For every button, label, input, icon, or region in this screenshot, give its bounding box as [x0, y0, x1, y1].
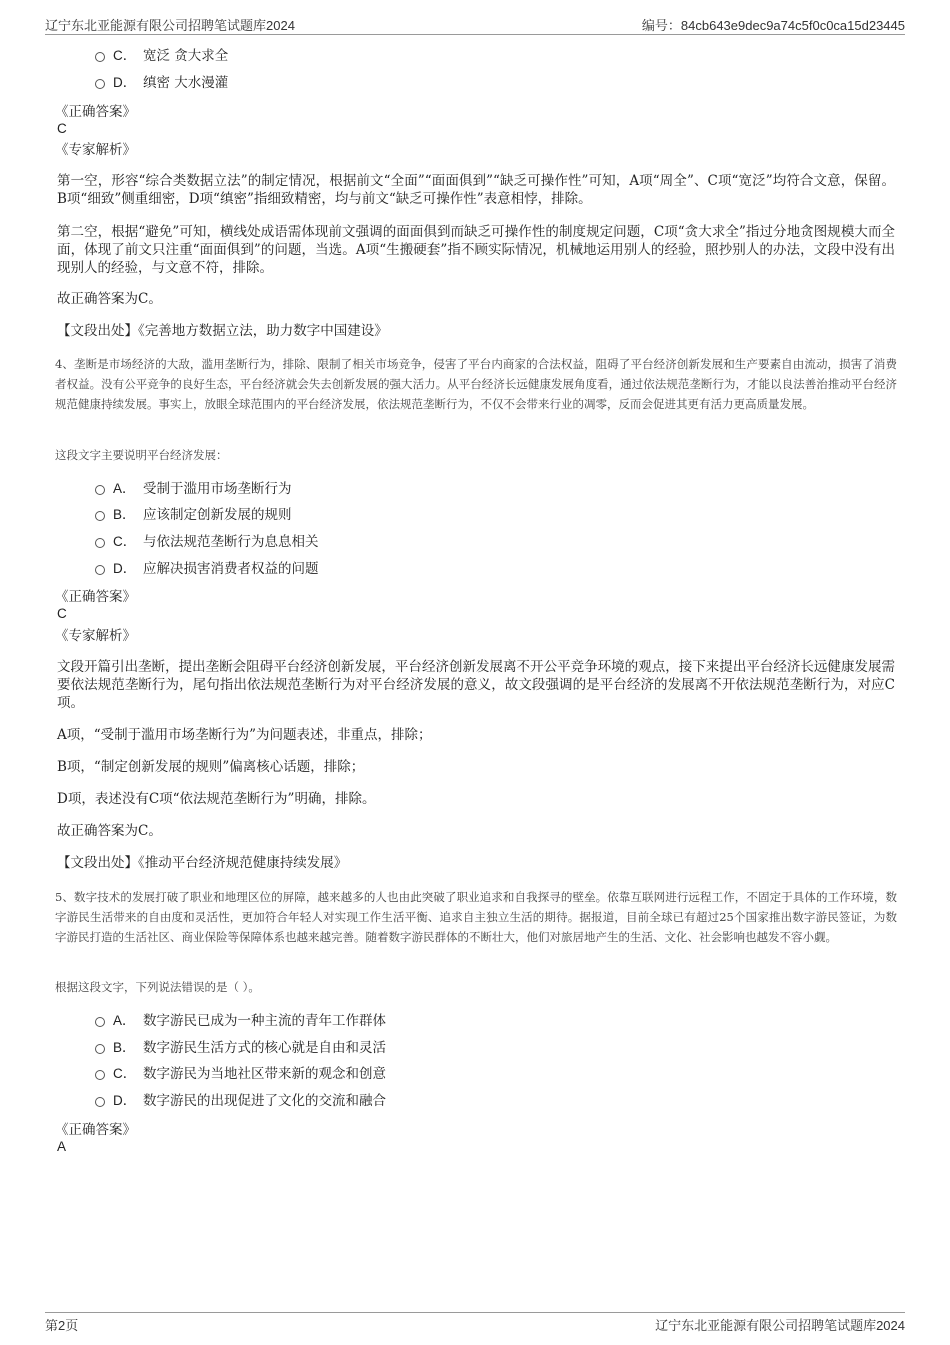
q4-analysis-p5: 故正确答案为C。	[57, 823, 162, 839]
q4-source: 【文段出处】《推动平台经济规范健康持续发展》	[57, 855, 348, 871]
q4-text: 4、垄断是市场经济的大敌，滥用垄断行为，排除、限制了相关市场竞争，侵害了平台内商家的合法权益，阻碍了平台经济创新发展和生产要素自由流动，损害了消费者权益。没有公平竞争的良好生态，平台经济就会失去创新发展的强大活力。从平台经济长远健康发展角度看，通过依法规范垄断行为，才能以良法善治推动平台经济规范健康持续发展。事实上，放眼全球范围内的平台经济发展，依法规范垄断行为，不仅不会带来行业的凋零，反而会促进其更有活力更高质量发展。	[55, 357, 897, 411]
q4-analysis-p4: D项，表述没有C项“依法规范垄断行为”明确，排除。	[57, 791, 376, 807]
q4-analysis-label: 《专家解析》	[55, 628, 136, 644]
q3-option-d[interactable]: D． 缜密 大水漫灌	[95, 74, 228, 92]
q3-analysis-p1: 第一空，形容“综合类数据立法”的制定情况，根据前文“全面”“面面俱到”“缺乏可操作性”可知，A项“周全”、C项“宽泛”均符合文意，保留。B项“细致”侧重细密，D项“缜密”指细致精密，均与前文“缺乏可操作性”表意相悖，排除。	[57, 173, 895, 207]
q4-analysis-p2: A项，“受制于滥用市场垄断行为”为问题表述，非重点，排除；	[57, 727, 432, 743]
q5-text: 5、数字技术的发展打破了职业和地理区位的屏障，越来越多的人也由此突破了职业追求和自我探寻的壁垒。依靠互联网进行远程工作，不固定于具体的工作环境，数字游民生活带来的自由度和灵活性，更加符合年轻人对实现工作生活平衡、追求自主独立生活的期待。据报道，目前全球已有超过25个国家推出数字游民签证，为数字游民打造的生活社区、商业保险等保障体系也越来越完善。随着数字游民群体的不断壮大，他们对旅居地产生的生活、文化、社会影响也越发不容小觑。	[55, 890, 897, 944]
q5-option-d[interactable]: D． 数字游民的出现促进了文化的交流和融合	[95, 1092, 386, 1110]
header-title: 辽宁东北亚能源有限公司招聘笔试题库2024	[45, 18, 295, 33]
q5-answer-label: 《正确答案》	[55, 1122, 136, 1138]
radio-icon[interactable]	[95, 1097, 105, 1107]
q4-analysis-p3: B项，“制定创新发展的规则”偏离核心话题，排除；	[57, 759, 365, 775]
q4-option-a[interactable]: A． 受制于滥用市场垄断行为	[95, 480, 292, 498]
q3-analysis-p2: 第二空，根据“避免”可知，横线处成语需体现前文强调的面面俱到而缺乏可操作性的制度规定问题，C项“贪大求全”指过分地贪图规模大而全面，体现了前文只注重“面面俱到”的问题，当选。A项“生搬硬套”指不顾实际情况，机械地运用别人的经验，照抄别人的办法，文段中没有出现别人的经验，与文意不符，排除。	[57, 224, 895, 276]
q3-answer-label: 《正确答案》	[55, 104, 136, 120]
q5-option-b[interactable]: B． 数字游民生活方式的核心就是自由和灵活	[95, 1039, 386, 1057]
radio-icon[interactable]	[95, 538, 105, 548]
page-footer	[45, 1312, 905, 1333]
q3-analysis-label: 《专家解析》	[55, 142, 136, 158]
radio-icon[interactable]	[95, 52, 105, 62]
header-code: 编号：84cb643e9dec9a74c5f0c0ca15d23445	[641, 18, 905, 33]
q4-option-c[interactable]: C． 与依法规范垄断行为息息相关	[95, 533, 319, 551]
radio-icon[interactable]	[95, 565, 105, 575]
q4-option-b[interactable]: B． 应该制定创新发展的规则	[95, 506, 292, 524]
radio-icon[interactable]	[95, 511, 105, 521]
q5-stem: 根据这段文字，下列说法错误的是（ ）。	[55, 980, 260, 994]
q3-answer: C	[57, 121, 67, 136]
q5-option-a[interactable]: A． 数字游民已成为一种主流的青年工作群体	[95, 1012, 386, 1030]
q3-source: 【文段出处】《完善地方数据立法，助力数字中国建设》	[57, 323, 388, 339]
q4-option-d[interactable]: D． 应解决损害消费者权益的问题	[95, 560, 319, 578]
footer-title: 辽宁东北亚能源有限公司招聘笔试题库2024	[655, 1318, 905, 1333]
radio-icon[interactable]	[95, 1070, 105, 1080]
radio-icon[interactable]	[95, 79, 105, 89]
q4-answer-label: 《正确答案》	[55, 589, 136, 605]
page-header	[45, 14, 905, 35]
footer-page-number: 第2页	[45, 1318, 79, 1333]
q5-answer: A	[57, 1139, 67, 1154]
q4-analysis-p1: 文段开篇引出垄断，提出垄断会阻碍平台经济创新发展，平台经济创新发展离不开公平竞争环境的观点，接下来提出平台经济长远健康发展需要依法规范垄断行为，尾句指出依法规范垄断行为对平台经济发展的意义，故文段强调的是平台经济的发展离不开依法规范垄断行为，对应C项。	[57, 659, 895, 711]
q3-option-c[interactable]: C． 宽泛 贪大求全	[95, 47, 228, 65]
q4-stem: 这段文字主要说明平台经济发展：	[55, 448, 228, 462]
q4-answer: C	[57, 606, 67, 621]
radio-icon[interactable]	[95, 1044, 105, 1054]
radio-icon[interactable]	[95, 485, 105, 495]
q5-option-c[interactable]: C． 数字游民为当地社区带来新的观念和创意	[95, 1065, 386, 1083]
q3-analysis-p3: 故正确答案为C。	[57, 291, 162, 307]
radio-icon[interactable]	[95, 1017, 105, 1027]
